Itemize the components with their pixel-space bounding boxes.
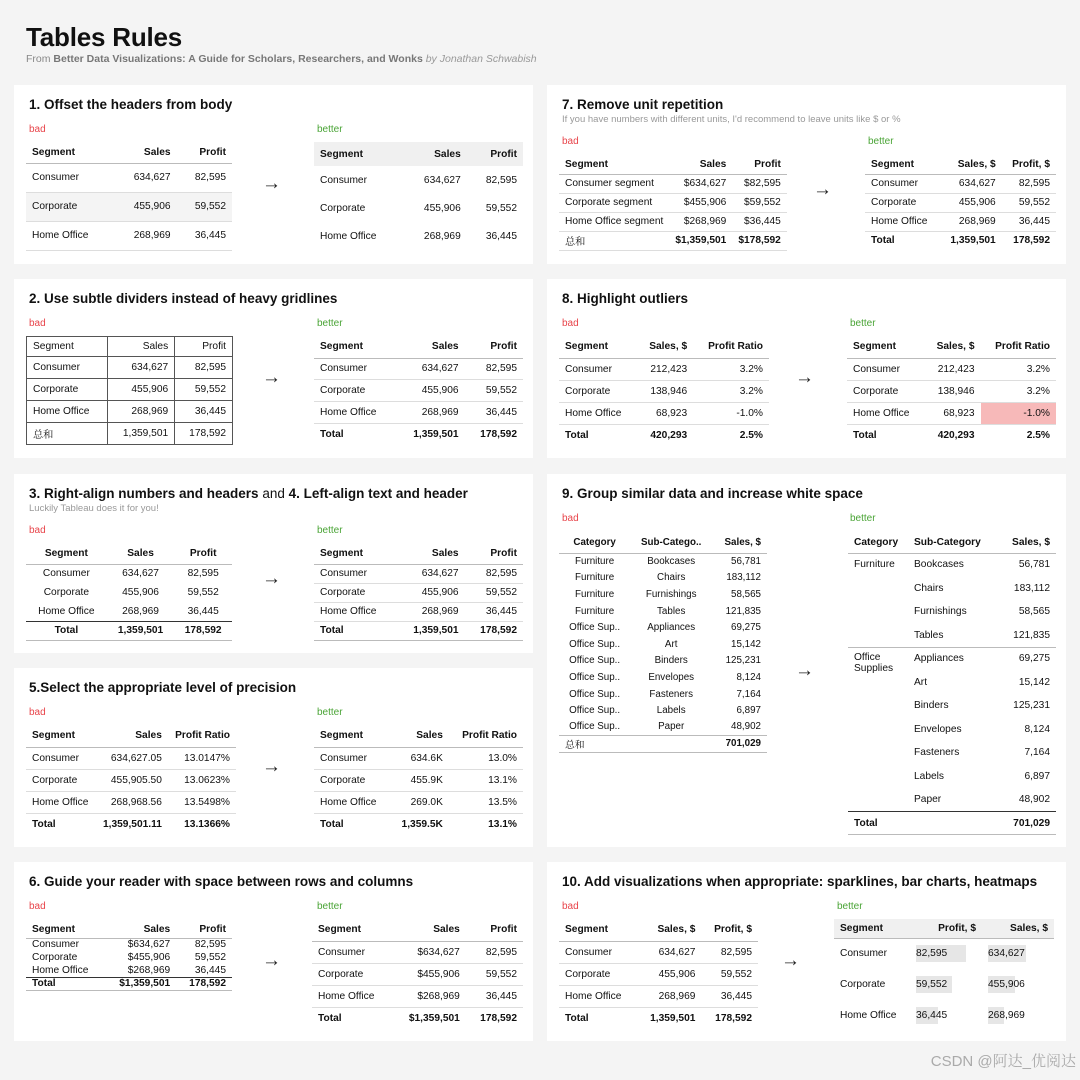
card-title: 3. Right-align numbers and headers and 4. Left-align text and header: [29, 486, 468, 501]
arrow-icon: →: [813, 179, 832, 200]
card-group-data: [547, 474, 1066, 847]
arrow-icon: →: [262, 950, 281, 971]
card-title: 10. Add visualizations when appropriate: sparklines, bar charts, heatmaps: [562, 874, 1038, 889]
better-label: better: [317, 707, 343, 718]
card-title: 1. Offset the headers from body: [29, 97, 233, 112]
bad-table: Segment Sales Profit Consumer $634,627 82,595 Corporate $455,906 59,552 Home Office $268,969 36,445 Total $1,359,501 178,592: [26, 922, 232, 991]
better-label: better: [850, 318, 876, 329]
profit-bar: 59,552: [916, 979, 976, 990]
arrow-icon: →: [795, 367, 814, 388]
card-highlight-outliers: [547, 279, 1066, 458]
bad-label: bad: [562, 901, 579, 912]
card-precision: [14, 668, 533, 847]
bad-label: bad: [29, 318, 46, 329]
arrow-icon: →: [781, 950, 800, 971]
bad-table: Segment Sales Profit Consumer 634,627 82,595 Corporate 455,906 59,552 Home Office 268,969 36,445: [26, 142, 232, 251]
bad-table: Segment Sales, $ Profit, $ Consumer 634,627 82,595 Corporate 455,906 59,552 Home Office 268,969 36,445 Total 1,359,501 178,592: [559, 919, 758, 1029]
page-title: Tables Rules: [26, 22, 183, 52]
card-title: 5.Select the appropriate level of precision: [29, 680, 297, 695]
card-title: 7. Remove unit repetition: [562, 97, 724, 112]
bad-label: bad: [562, 513, 579, 524]
sales-bar: 455,906: [988, 979, 1048, 990]
bad-label: bad: [29, 901, 46, 912]
better-table: Segment Sales, $ Profit, $ Consumer 634,627 82,595 Corporate 455,906 59,552 Home Office 268,969 36,445 Total 1,359,501 178,592: [865, 155, 1056, 250]
better-label: better: [317, 124, 343, 135]
arrow-icon: →: [795, 660, 814, 681]
bad-table: Segment Sales Profit Ratio Consumer 634,627.05 13.0147% Corporate 455,905.50 13.0623% Home Office 268,968.56 13.5498% Total 1,359,501.11 13.1366%: [26, 725, 236, 835]
arrow-icon: →: [262, 173, 281, 194]
outlier-cell: -1.0%: [981, 402, 1056, 424]
better-label: better: [317, 318, 343, 329]
better-table: Segment Sales Profit Consumer 634,627 82,595 Corporate 455,906 59,552 Home Office 268,969 36,445 Total 1,359,501 178,592: [314, 336, 523, 445]
card-title: 9. Group similar data and increase white space: [562, 486, 863, 501]
card-subtle-dividers: [14, 279, 533, 458]
better-table: Segment Sales Profit Consumer 634,627 82,595 Corporate 455,906 59,552 Home Office 268,969 36,445: [314, 142, 523, 250]
card-subtitle: If you have numbers with different units, I'd recommend to leave units like $ or %: [562, 114, 901, 125]
card-visualizations: [547, 862, 1066, 1041]
bad-label: bad: [29, 124, 46, 135]
better-label: better: [868, 136, 894, 147]
better-label: better: [850, 513, 876, 524]
better-table: Segment Profit, $ Sales, $ Consumer 82,595 634,627 Corporate 59,552 455,906 Home Office 36,445 268,969: [834, 919, 1054, 1031]
bad-label: bad: [29, 525, 46, 536]
bad-label: bad: [562, 136, 579, 147]
bad-label: bad: [29, 707, 46, 718]
bad-table: Segment Sales Profit Consumer 634,627 82,595 Corporate 455,906 59,552 Home Office 268,969 36,445 Total 1,359,501 178,592: [26, 544, 232, 641]
arrow-icon: →: [262, 756, 281, 777]
card-unit-repetition: [547, 85, 1066, 264]
card-spacing: [14, 862, 533, 1041]
sales-bar: 634,627: [988, 948, 1048, 959]
profit-bar: 82,595: [916, 948, 976, 959]
better-table: Segment Sales Profit Ratio Consumer 634.6K 13.0% Corporate 455.9K 13.1% Home Office 269.0K 13.5% Total 1,359.5K 13.1%: [314, 725, 523, 835]
card-title: 6. Guide your reader with space between rows and columns: [29, 874, 414, 889]
bad-table: Category Sub-Catego.. Sales, $ Furniture Bookcases 56,781 Furniture Chairs 183,112 Furniture Furnishings 58,565 Furniture Tables 121,835 Office Sup.. Appliances 69,275 Office Sup.. Art 15,142 Office Sup.. Binders 125,231 Office Sup.. Envelopes 8,124 Office Sup.. Fasteners 7,164 Office Sup.. Labels 6,897 Office Sup.. Paper 48,902 总和 701,029: [559, 532, 767, 753]
bad-table: Segment Sales, $ Profit Ratio Consumer 212,423 3.2% Corporate 138,946 3.2% Home Office 68,923 -1.0% Total 420,293 2.5%: [559, 336, 769, 446]
card-alignment: [14, 474, 533, 653]
better-label: better: [837, 901, 863, 912]
card-subtitle: Luckily Tableau does it for you!: [29, 503, 159, 514]
card-title: 2. Use subtle dividers instead of heavy gridlines: [29, 291, 338, 306]
page-subtitle: From Better Data Visualizations: A Guide for Scholars, Researchers, and Wonks by Jonathan Schwabish: [26, 53, 537, 65]
profit-bar: 36,445: [916, 1010, 976, 1021]
better-table: Segment Sales Profit Consumer 634,627 82,595 Corporate 455,906 59,552 Home Office 268,969 36,445 Total 1,359,501 178,592: [314, 544, 523, 641]
card-title: 8. Highlight outliers: [562, 291, 689, 306]
bad-table: Segment Sales Profit Consumer 634,627 82,595 Corporate 455,906 59,552 Home Office 268,969 36,445 总和 1,359,501 178,592: [26, 336, 233, 445]
watermark: CSDN @阿达_优阅达: [930, 1053, 1076, 1070]
better-table: Segment Sales, $ Profit Ratio Consumer 212,423 3.2% Corporate 138,946 3.2% Home Office 68,923 -1.0% Total 420,293 2.5%: [847, 336, 1056, 446]
better-table: Category Sub-Category Sales, $ Furniture Bookcases 56,781 Chairs 183,112 Furnishings 58,565 Tables 121,835 Office Supplies Appliances 69,275 Art 15,142 Binders 125,231 Envelopes 8,124 Fasteners 7,164 Labels 6,897 Paper 48,902 Total 701,029: [848, 532, 1056, 835]
card-offset-headers: [14, 85, 533, 264]
better-label: better: [317, 901, 343, 912]
bad-table: Segment Sales Profit Consumer segment $634,627 $82,595 Corporate segment $455,906 $59,552 Home Office segment $268,969 $36,445 总和 $1,359,501 $178,592: [559, 155, 787, 251]
bad-label: bad: [562, 318, 579, 329]
better-table: Segment Sales Profit Consumer $634,627 82,595 Corporate $455,906 59,552 Home Office $268,969 36,445 Total $1,359,501 178,592: [312, 919, 523, 1029]
arrow-icon: →: [262, 568, 281, 589]
sales-bar: 268,969: [988, 1010, 1048, 1021]
arrow-icon: →: [262, 367, 281, 388]
better-label: better: [317, 525, 343, 536]
